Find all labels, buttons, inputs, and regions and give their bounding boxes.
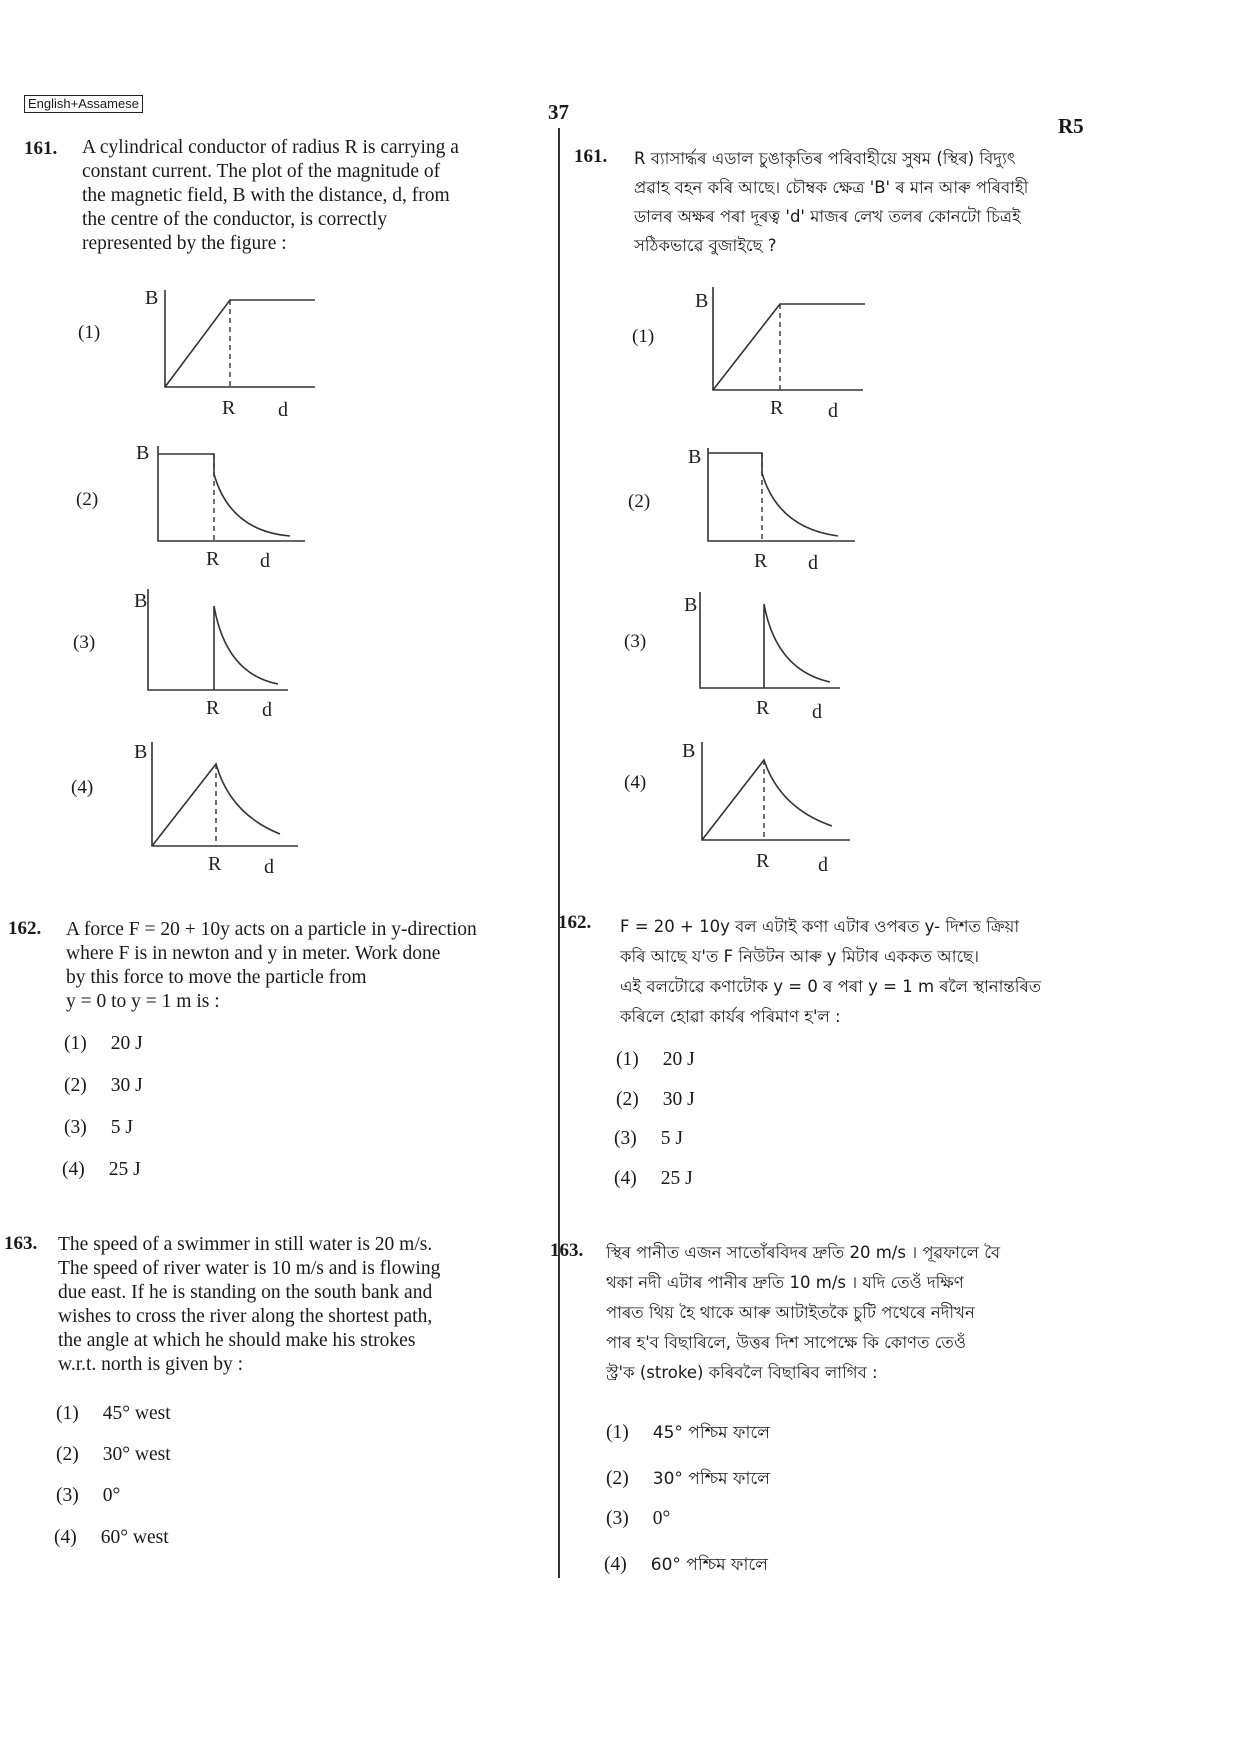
set-code: R5 [1058,114,1084,138]
answer-option[interactable]: (2) 30 J [616,1089,695,1110]
axis-label-d: d [818,854,828,876]
axis-label-d: d [278,399,288,421]
field-curve [158,454,290,536]
answer-option[interactable]: (1) 45° পশ্চিম ফালে [606,1422,770,1443]
question-text: F = 20 + 10y বল এটাই কণা এটাৰ ওপৰত y- দিশত ক্ৰিয়া কৰি আছে য'ত F নিউটন আৰু y মিটাৰ এককত আছে। এই বলটোৱে কণাটোক y = 0 ৰ পৰা y = 1 m ৰলৈ স্থানান্তৰিত কৰিলে হোৱা কাৰ্যৰ পৰিমাণ হ'ল : [620,917,1042,1026]
radius-label: R [770,397,784,419]
answer-option[interactable]: (3) 0° [606,1508,671,1529]
axis [700,592,840,688]
answer-option[interactable]: (4) 25 J [62,1159,141,1180]
axis-label-b: B [682,740,696,762]
graph-option-2 [680,436,880,576]
axis-label-b: B [136,442,150,464]
radius-label: R [222,397,236,419]
option-number: (2) [628,491,651,512]
page-number: 37 [548,100,569,124]
graph-option-4 [130,734,330,878]
column-divider [558,128,560,1578]
option-number: (3) [624,631,647,652]
graph-option-1 [130,282,330,422]
axis-label-d: d [828,400,838,422]
answer-option[interactable]: (1) 45° west [56,1403,171,1424]
axis [708,448,855,541]
graph-option-3 [680,584,880,724]
option-number: (4) [624,772,647,793]
answer-option[interactable]: (2) 30° west [56,1444,171,1465]
question-text: The speed of a swimmer in still water is 20 m/s. The speed of river water is 10 m/s and is flowing due east. If he is standing on the south bank and wishes to cross the river along the shortest path, the angle at which he should make his strokes w.r.t. north is given by : [58,1234,441,1375]
axis-label-d: d [808,552,818,574]
language-tag: English+Assamese [24,95,143,113]
question-number: 163. [550,1240,584,1261]
axis-label-d: d [262,699,272,721]
question-text: R ব্যাসাৰ্দ্ধৰ এডাল চুঙাকৃতিৰ পৰিবাহীয়ে সুষম (স্থিৰ) বিদ্যুৎ প্ৰৱাহ বহন কৰি আছে। চৌম্বক ক্ষেত্ৰ 'B' ৰ মান আৰু পৰিবাহী ডালৰ অক্ষৰ পৰা দূৰত্ব 'd' মাজৰ লেখ তলৰ কোনটো চিত্ৰই সঠিকভাৱে বুজাইছে ? [634,149,1029,255]
graph-option-1 [680,282,880,422]
question-text: A cylindrical conductor of radius R is carrying a constant current. The plot of the magnitude of the magnetic field, B with the distance, d, from the centre of the conductor, is correctly represented by the figure : [82,137,459,254]
answer-option[interactable]: (2) 30 J [64,1075,143,1096]
axis-label-d: d [260,550,270,572]
field-curve [214,606,278,690]
axis [152,742,298,846]
axis-label-b: B [134,741,148,763]
axis-label-b: B [134,590,148,612]
radius-label: R [756,697,770,719]
question-number: 162. [558,912,592,933]
axis-label-b: B [695,290,709,312]
option-number: (1) [78,322,101,343]
question-number: 162. [8,918,42,939]
axis-label-d: d [812,701,822,723]
question-number: 161. [574,146,608,167]
answer-option[interactable]: (3) 5 J [64,1117,133,1138]
answer-option[interactable]: (3) 5 J [614,1128,683,1149]
option-number: (2) [76,489,99,510]
answer-option[interactable]: (3) 0° [56,1485,121,1506]
graph-option-3 [130,584,330,724]
field-curve [702,760,832,840]
answer-option[interactable]: (4) 60° west [54,1527,169,1548]
answer-option[interactable]: (1) 20 J [616,1049,695,1070]
option-number: (1) [632,326,655,347]
radius-label: R [756,850,770,872]
question-number: 163. [4,1233,38,1254]
answer-option[interactable]: (4) 25 J [614,1168,693,1189]
radius-label: R [206,697,220,719]
question-number: 161. [24,138,58,159]
field-curve [165,300,315,387]
answer-option[interactable]: (4) 60° পশ্চিম ফালে [604,1554,768,1575]
axis-label-b: B [684,594,698,616]
field-curve [764,604,830,688]
radius-label: R [754,550,768,572]
field-curve [708,453,838,536]
axis-label-b: B [688,446,702,468]
radius-label: R [206,548,220,570]
graph-option-2 [130,436,330,576]
axis-label-b: B [145,287,159,309]
field-curve [713,304,865,390]
option-number: (4) [71,777,94,798]
radius-label: R [208,853,222,875]
answer-option[interactable]: (1) 20 J [64,1033,143,1054]
axis [158,446,305,541]
answer-option[interactable]: (2) 30° পশ্চিম ফালে [606,1468,770,1489]
axis [148,589,288,690]
axis [713,287,863,390]
question-text: স্থিৰ পানীত এজন সাতোঁৰবিদৰ দ্ৰুতি 20 m/s । পূৱফালে বৈ থকা নদী এটাৰ পানীৰ দ্ৰুতি 10 m/s । যদি তেওঁ দক্ষিণ পাৰত থিয় হৈ থাকে আৰু আটাইতকৈ চুটি পথেৰে নদীখন পাৰ হ'ব বিছাৰিলে, উত্তৰ দিশ সাপেক্ষে কি কোণত তেওঁ স্ট্ৰ'ক (stroke) কৰিবলৈ বিছাৰিব লাগিব : [606,1243,1001,1382]
question-text: A force F = 20 + 10y acts on a particle in y-direction where F is in newton and y in meter. Work done by this force to move the particle from y = 0 to y = 1 m is : [66,919,477,1012]
graph-option-4 [680,732,880,876]
option-number: (3) [73,632,96,653]
axis [165,290,315,387]
axis-label-d: d [264,856,274,878]
